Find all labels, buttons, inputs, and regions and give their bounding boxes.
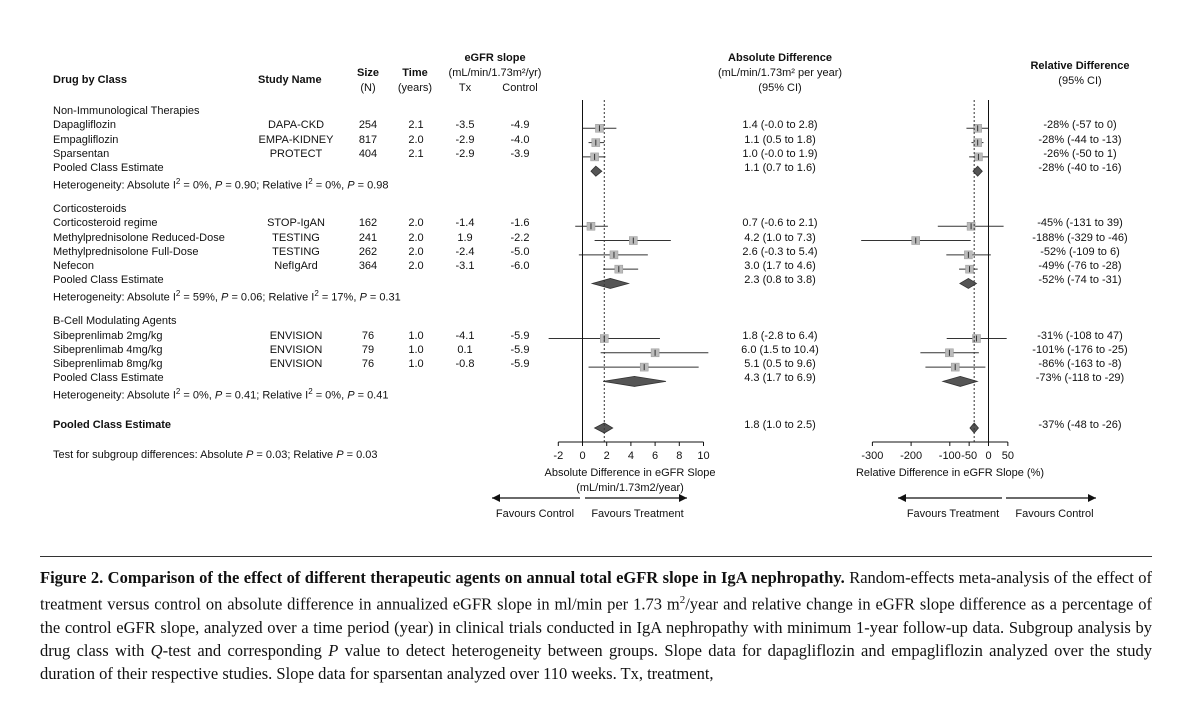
- abs-diff-text: 1.8 (-2.8 to 6.4): [742, 329, 818, 342]
- study-name: NefIgArd: [274, 260, 318, 273]
- egfr-tx: -2.9: [455, 147, 475, 160]
- study-size: 364: [358, 260, 378, 273]
- group-header: B-Cell Modulating Agents: [53, 315, 177, 328]
- abs-diff-text: 5.1 (0.5 to 9.6): [744, 358, 816, 371]
- heterogeneity-p2: P: [359, 291, 367, 304]
- pooled-abs-diamond: [591, 166, 602, 176]
- study-name: ENVISION: [269, 343, 323, 356]
- rel-diff-text: -28% (-57 to 0): [1043, 119, 1117, 132]
- pooled-rel-diamond: [973, 166, 982, 176]
- favours-treatment-label: Favours Treatment: [591, 508, 684, 520]
- egfr-control: -5.9: [510, 343, 530, 356]
- heterogeneity-p1: P: [221, 291, 229, 304]
- study-name: ENVISION: [269, 358, 323, 371]
- overall-abs-diamond: [595, 423, 613, 433]
- study-name: PROTECT: [269, 147, 323, 160]
- study-time: 2.1: [408, 119, 424, 132]
- pooled-abs-diamond: [603, 376, 666, 386]
- pooled-label: Pooled Class Estimate: [53, 372, 164, 385]
- study-size: 79: [361, 343, 375, 356]
- egfr-tx: 0.1: [457, 343, 473, 356]
- rel-arrow-control-head: [1088, 494, 1096, 502]
- abs-diff-text: 2.6 (-0.3 to 5.4): [742, 245, 818, 258]
- rel-diff-text: -45% (-131 to 39): [1037, 217, 1123, 230]
- study-time: 2.0: [408, 217, 424, 230]
- egfr-tx: -2.4: [455, 245, 475, 258]
- rel-diff-text: -52% (-109 to 6): [1040, 245, 1120, 258]
- header-absolute-difference: Absolute Difference: [728, 52, 832, 64]
- caption-title: Figure 2. Comparison of the effect of different therapeutic agents on annual total eGFR slope in IgA nephropathy.: [40, 568, 845, 587]
- study-time: 2.0: [408, 260, 424, 273]
- rel-diff-text: -188% (-329 to -46): [1032, 231, 1128, 244]
- heterogeneity-val2: = 0.98: [354, 179, 389, 192]
- heterogeneity-pre: Heterogeneity: Absolute I: [53, 291, 176, 304]
- header-relative-difference: Relative Difference: [1030, 60, 1130, 72]
- study-name: EMPA-KIDNEY: [258, 133, 334, 146]
- drug-name: Sibeprenlimab 8mg/kg: [53, 358, 163, 371]
- heterogeneity-sup: 2: [175, 176, 181, 186]
- header-control: Control: [502, 82, 538, 94]
- heterogeneity-val1: = 0.41; Relative I: [222, 389, 309, 402]
- egfr-control: -4.0: [510, 133, 530, 146]
- pooled-abs-text: 2.3 (0.8 to 3.8): [744, 274, 816, 287]
- header-time-unit: (years): [397, 82, 433, 94]
- heterogeneity-mid2: = 0%,: [312, 389, 348, 402]
- study-name: STOP-IgAN: [267, 217, 325, 230]
- rel-favours-treatment-label: Favours Treatment: [906, 508, 1000, 520]
- caption-rule: [40, 556, 1152, 557]
- drug-name: Methylprednisolone Full-Dose: [53, 245, 199, 258]
- caption-text-c: -test and corresponding: [162, 640, 329, 660]
- group-header: Non-Immunological Therapies: [53, 105, 200, 117]
- heterogeneity-sup: 2: [175, 288, 181, 298]
- study-size: 817: [358, 133, 378, 146]
- group-header: Corticosteroids: [53, 202, 127, 215]
- abs-x-label: Absolute Difference in eGFR Slope: [544, 467, 716, 479]
- abs-diff-text: 1.0 (-0.0 to 1.9): [742, 147, 818, 160]
- rel-diff-text: -28% (-44 to -13): [1038, 133, 1122, 146]
- study-size: 76: [361, 329, 375, 342]
- drug-name: Sibeprenlimab 2mg/kg: [53, 329, 163, 342]
- rel-tick-label: -100: [938, 450, 961, 462]
- abs-tick-label: 2: [603, 450, 610, 462]
- drug-name: Sparsentan: [53, 147, 110, 160]
- egfr-tx: -3.1: [455, 260, 475, 273]
- rel-tick-label: -50: [961, 450, 978, 462]
- abs-tick-label: 0: [579, 450, 586, 462]
- rel-x-label: Relative Difference in eGFR Slope (%): [855, 467, 1045, 479]
- study-size: 162: [358, 217, 378, 230]
- egfr-control: -5.0: [510, 245, 530, 258]
- subgroup-test-mid: = 0.03; Relative: [253, 449, 337, 461]
- heterogeneity-val2: = 0.41: [354, 389, 389, 402]
- abs-diff-text: 4.2 (1.0 to 7.3): [744, 231, 816, 244]
- subgroup-test-p2: P: [336, 449, 344, 461]
- study-time: 1.0: [408, 329, 424, 342]
- study-size: 262: [358, 245, 378, 258]
- egfr-tx: -0.8: [455, 358, 475, 371]
- pooled-label: Pooled Class Estimate: [53, 274, 164, 287]
- rel-tick-label: 50: [1001, 450, 1014, 462]
- drug-name: Corticosteroid regime: [53, 217, 158, 230]
- caption-text-b: /year and relative change in eGFR slope difference as a percentage of the control eGFR slope, analyzed over a time period (year) in clinical trials conducted in IgA nephropathy with minimum 1-year follow-up data. Subgroup analysis by drug class with: [40, 594, 1152, 660]
- heterogeneity-p1: P: [214, 389, 223, 402]
- caption-p: P: [328, 640, 339, 660]
- heterogeneity-pre: Heterogeneity: Absolute I: [53, 389, 176, 402]
- heterogeneity-p2: P: [347, 389, 355, 402]
- study-time: 1.0: [408, 358, 424, 371]
- header-tx: Tx: [458, 82, 472, 94]
- drug-name: Nefecon: [53, 260, 94, 273]
- rel-tick-label: 0: [985, 450, 992, 462]
- abs-diff-text: 3.0 (1.7 to 4.6): [744, 260, 816, 273]
- pooled-abs-diamond: [592, 278, 628, 288]
- abs-tick-label: -2: [553, 450, 564, 462]
- drug-name: Dapagliflozin: [53, 119, 116, 132]
- abs-tick-label: 10: [697, 450, 710, 462]
- rel-diff-text: -86% (-163 to -8): [1038, 358, 1122, 371]
- pooled-rel-text: -73% (-118 to -29): [1035, 372, 1125, 385]
- header-relative-ci: (95% CI): [1058, 75, 1102, 87]
- rel-diff-text: -101% (-176 to -25): [1032, 343, 1128, 356]
- header-time: Time: [402, 67, 428, 79]
- study-name: ENVISION: [269, 329, 323, 342]
- egfr-tx: 1.9: [457, 231, 473, 244]
- study-time: 2.0: [408, 133, 424, 146]
- pooled-rel-text: -28% (-40 to -16): [1038, 162, 1122, 175]
- pooled-abs-text: 1.1 (0.7 to 1.6): [744, 162, 816, 175]
- pooled-label: Pooled Class Estimate: [53, 162, 164, 175]
- rel-tick-label: -200: [900, 450, 923, 462]
- heterogeneity-p2: P: [347, 179, 355, 192]
- rel-diff-text: -26% (-50 to 1): [1043, 147, 1117, 160]
- heterogeneity-val1: = 0.90; Relative I: [222, 179, 309, 192]
- egfr-tx: -3.5: [455, 119, 475, 132]
- egfr-control: -6.0: [510, 260, 530, 273]
- pooled-rel-diamond: [960, 278, 977, 288]
- heterogeneity-mid1: = 59%,: [180, 291, 222, 304]
- abs-tick-label: 8: [676, 450, 683, 462]
- figure-caption: [40, 566, 1152, 685]
- egfr-control: -1.6: [510, 217, 530, 230]
- heterogeneity-mid1: = 0%,: [180, 179, 215, 192]
- header-size-unit: (N): [360, 82, 376, 94]
- study-size: 76: [361, 358, 375, 371]
- study-time: 2.0: [408, 245, 424, 258]
- overall-rel-text: -37% (-48 to -26): [1038, 419, 1122, 431]
- heterogeneity-pre: Heterogeneity: Absolute I: [53, 179, 176, 192]
- overall-abs-text: 1.8 (1.0 to 2.5): [744, 419, 816, 431]
- heterogeneity-mid1: = 0%,: [180, 389, 215, 402]
- header-egfr-unit: (mL/min/1.73m²/yr): [448, 67, 542, 79]
- study-time: 2.1: [408, 147, 424, 160]
- study-time: 1.0: [408, 343, 424, 356]
- header-size: Size: [356, 67, 379, 79]
- heterogeneity-sup: 2: [175, 386, 181, 396]
- abs-tick-label: 4: [627, 450, 634, 462]
- heterogeneity-sup2: 2: [308, 176, 313, 186]
- pooled-rel-text: -52% (-74 to -31): [1038, 274, 1122, 287]
- header-egfr-slope: eGFR slope: [464, 52, 526, 64]
- header-study-name: Study Name: [258, 74, 322, 86]
- caption-sup: 2: [679, 594, 686, 606]
- abs-diff-text: 0.7 (-0.6 to 2.1): [742, 217, 818, 230]
- favours-control-label: Favours Control: [495, 508, 575, 520]
- pooled-rel-diamond: [943, 376, 977, 386]
- caption-text-d: value to detect heterogeneity between groups. Slope data for dapagliflozin and empagliflozin analyzed over the study duration of their respective studies. Slope data for sparsentan analyzed over 110 weeks. Tx, treatment,: [40, 640, 1153, 683]
- overall-pooled-label: Pooled Class Estimate: [53, 419, 171, 431]
- heterogeneity-sup2: 2: [314, 288, 319, 298]
- egfr-control: -5.9: [510, 358, 530, 371]
- abs-tick-label: 6: [652, 450, 659, 462]
- abs-arrow-treatment-head: [679, 494, 687, 502]
- heterogeneity-val1: = 0.06; Relative I: [228, 291, 315, 304]
- subgroup-test-p1: P: [246, 449, 254, 461]
- heterogeneity-mid2: = 0%,: [312, 179, 348, 192]
- egfr-control: -3.9: [510, 147, 530, 160]
- abs-x-label-unit: (mL/min/1.73m2/year): [576, 482, 684, 494]
- drug-name: Empagliflozin: [53, 133, 119, 146]
- drug-name: Methylprednisolone Reduced-Dose: [53, 231, 225, 244]
- header-absolute-unit: (mL/min/1.73m² per year): [717, 67, 843, 79]
- egfr-tx: -4.1: [455, 329, 475, 342]
- study-name: DAPA-CKD: [267, 119, 325, 132]
- drug-name: Sibeprenlimab 4mg/kg: [53, 343, 163, 356]
- abs-diff-text: 1.1 (0.5 to 1.8): [744, 133, 816, 146]
- egfr-control: -4.9: [510, 119, 530, 132]
- pooled-abs-text: 4.3 (1.7 to 6.9): [744, 372, 816, 385]
- abs-diff-text: 1.4 (-0.0 to 2.8): [742, 119, 818, 132]
- caption-q: Q: [150, 640, 163, 660]
- heterogeneity-p1: P: [214, 179, 223, 192]
- rel-favours-control-label: Favours Control: [1015, 508, 1094, 520]
- egfr-tx: -1.4: [455, 217, 475, 230]
- study-size: 241: [358, 231, 378, 244]
- egfr-tx: -2.9: [455, 133, 475, 146]
- study-time: 2.0: [408, 231, 424, 244]
- heterogeneity-mid2: = 17%,: [318, 291, 360, 304]
- subgroup-test-pre: Test for subgroup differences: Absolute: [53, 449, 247, 461]
- study-name: TESTING: [272, 245, 320, 258]
- rel-tick-label: -300: [861, 450, 884, 462]
- study-size: 254: [358, 119, 378, 132]
- rel-diff-text: -31% (-108 to 47): [1037, 329, 1123, 342]
- header-drug-by-class: Drug by Class: [53, 74, 127, 86]
- heterogeneity-val2: = 0.31: [366, 291, 401, 304]
- study-size: 404: [358, 147, 378, 160]
- abs-arrow-control-head: [492, 494, 500, 502]
- rel-arrow-treatment-head: [898, 494, 906, 502]
- study-name: TESTING: [272, 231, 320, 244]
- egfr-control: -5.9: [510, 329, 530, 342]
- egfr-control: -2.2: [510, 231, 530, 244]
- abs-diff-text: 6.0 (1.5 to 10.4): [741, 343, 819, 356]
- heterogeneity-sup2: 2: [308, 386, 313, 396]
- header-absolute-ci: (95% CI): [758, 82, 802, 94]
- rel-diff-text: -49% (-76 to -28): [1038, 260, 1122, 273]
- caption-text-a: Random-effects meta-analysis of the effect of treatment versus control on absolute difference in annualized eGFR slope in ml/min per 1.73 m: [40, 568, 1153, 614]
- subgroup-test-post: = 0.03: [343, 449, 378, 461]
